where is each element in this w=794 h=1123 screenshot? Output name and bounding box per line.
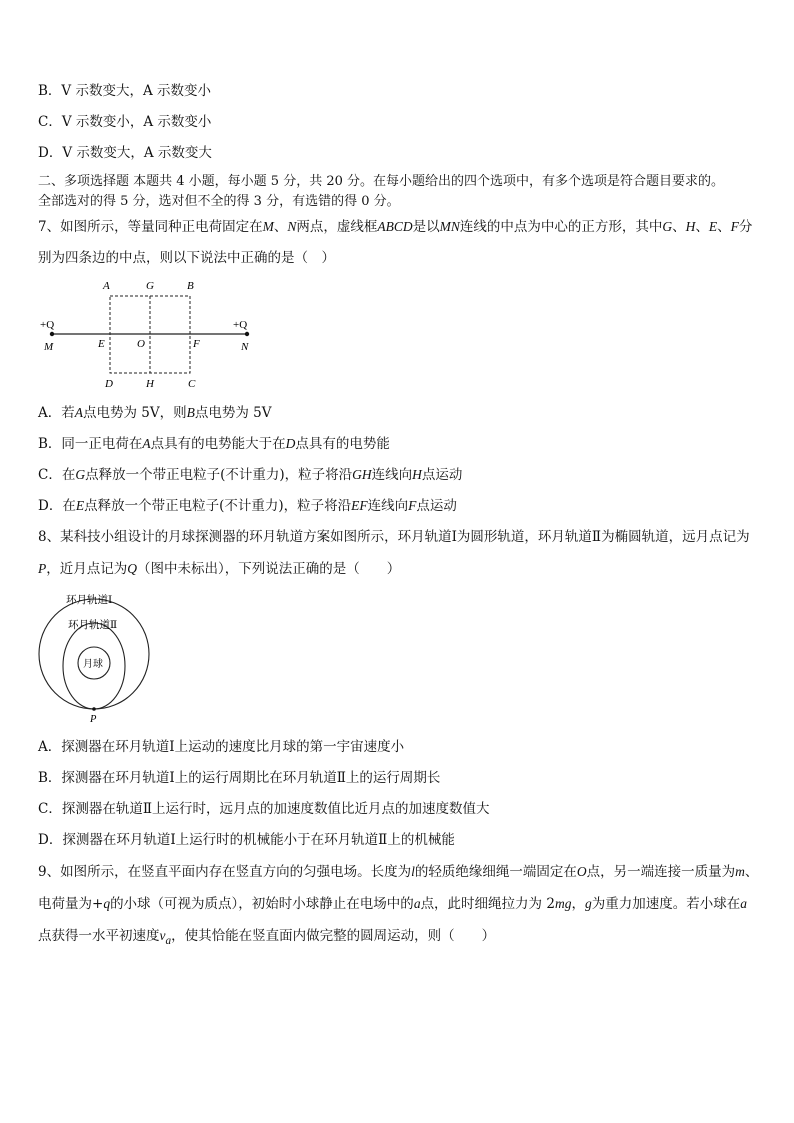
label-orbit-2: 环月轨道Ⅱ [68, 620, 118, 631]
q9-stem: 9、如图所示，在竖直平面内存在竖直方向的匀强电场。长度为l的轻质绝缘细绳一端固定在O点，另一端连接一质量为m、电荷量为+q的小球（可视为质点），初始时小球静止在电场中的a点，此时细绳拉力为 2mg，g为重力加速度。若小球在a点获得一水平初速度$v_a$，使其恰能在竖直面内做完整的圆周运动，则（ ） [38, 864, 759, 947]
label-orbit-1: 环月轨道Ⅰ [66, 595, 113, 606]
section2-line2: 全部选对的得 5 分，选对但不全的得 3 分，有选错的得 0 分。 [38, 194, 400, 209]
label-p: P [90, 714, 97, 725]
section2-line1: 二、多项选择题 本题共 4 小题，每小题 5 分，共 20 分。在每小题给出的四个选项中，有多个选项是符合题目要求的。 [38, 174, 725, 189]
label-a: A [103, 280, 110, 292]
orbit-1 [39, 599, 149, 709]
label-charge-n: +Q [233, 319, 248, 331]
label-d: D [105, 378, 113, 390]
label-m: M [44, 341, 54, 353]
q8-option-b: B．探测器在环月轨道Ⅰ上的运行周期比在环月轨道Ⅱ上的运行周期长 [38, 770, 441, 786]
point-p [92, 707, 96, 711]
label-n: N [241, 341, 249, 353]
label-c: C [188, 378, 196, 390]
label-e: E [98, 338, 105, 350]
option-d-prev: D．V 示数变大，A 示数变大 [38, 145, 212, 161]
q7-option-d: D．在E点释放一个带正电粒子(不计重力)，粒子将沿EF连线向F点运动 [38, 498, 457, 514]
q8-option-a: A．探测器在环月轨道Ⅰ上运动的速度比月球的第一宇宙速度小 [38, 739, 405, 755]
q8-option-d: D．探测器在环月轨道Ⅰ上运行时的机械能小于在环月轨道Ⅱ上的机械能 [38, 832, 455, 848]
q7-stem: 7、如图所示，等量同种正电荷固定在M、N两点，虚线框ABCD是以MN连线的中点为中心的正方形，其中G、H、E、F分别为四条边的中点，则以下说法中正确的是（ ） [38, 219, 753, 266]
label-b: B [187, 280, 194, 292]
q7-option-a: A．若A点电势为 5V，则B点电势为 5V [38, 405, 272, 421]
option-c-prev: C．V 示数变小，A 示数变小 [38, 114, 212, 130]
q7-option-c: C．在G点释放一个带正电粒子(不计重力)，粒子将沿GH连线向H点运动 [38, 467, 463, 483]
q8-stem: 8、某科技小组设计的月球探测器的环月轨道方案如图所示，环月轨道Ⅰ为圆形轨道，环月轨道Ⅱ为椭圆轨道，远月点记为P，近月点记为Q（图中未标出），下列说法正确的是（ ） [38, 529, 750, 577]
label-f: F [193, 338, 200, 350]
q8-option-c: C．探测器在轨道Ⅱ上运行时，远月点的加速度数值比近月点的加速度数值大 [38, 801, 490, 817]
q7-figure [36, 276, 266, 394]
option-b-prev: B．V 示数变大，A 示数变小 [38, 83, 212, 99]
charge-m [50, 332, 54, 336]
q7-option-b: B．同一正电荷在A点具有的电势能大于在D点具有的电势能 [38, 436, 390, 452]
label-h: H [146, 378, 154, 390]
label-moon: 月球 [83, 659, 103, 670]
label-g: G [146, 280, 154, 292]
label-charge-m: +Q [40, 319, 55, 331]
q8-figure [36, 588, 152, 728]
charge-n [245, 332, 249, 336]
label-o: O [137, 338, 145, 350]
